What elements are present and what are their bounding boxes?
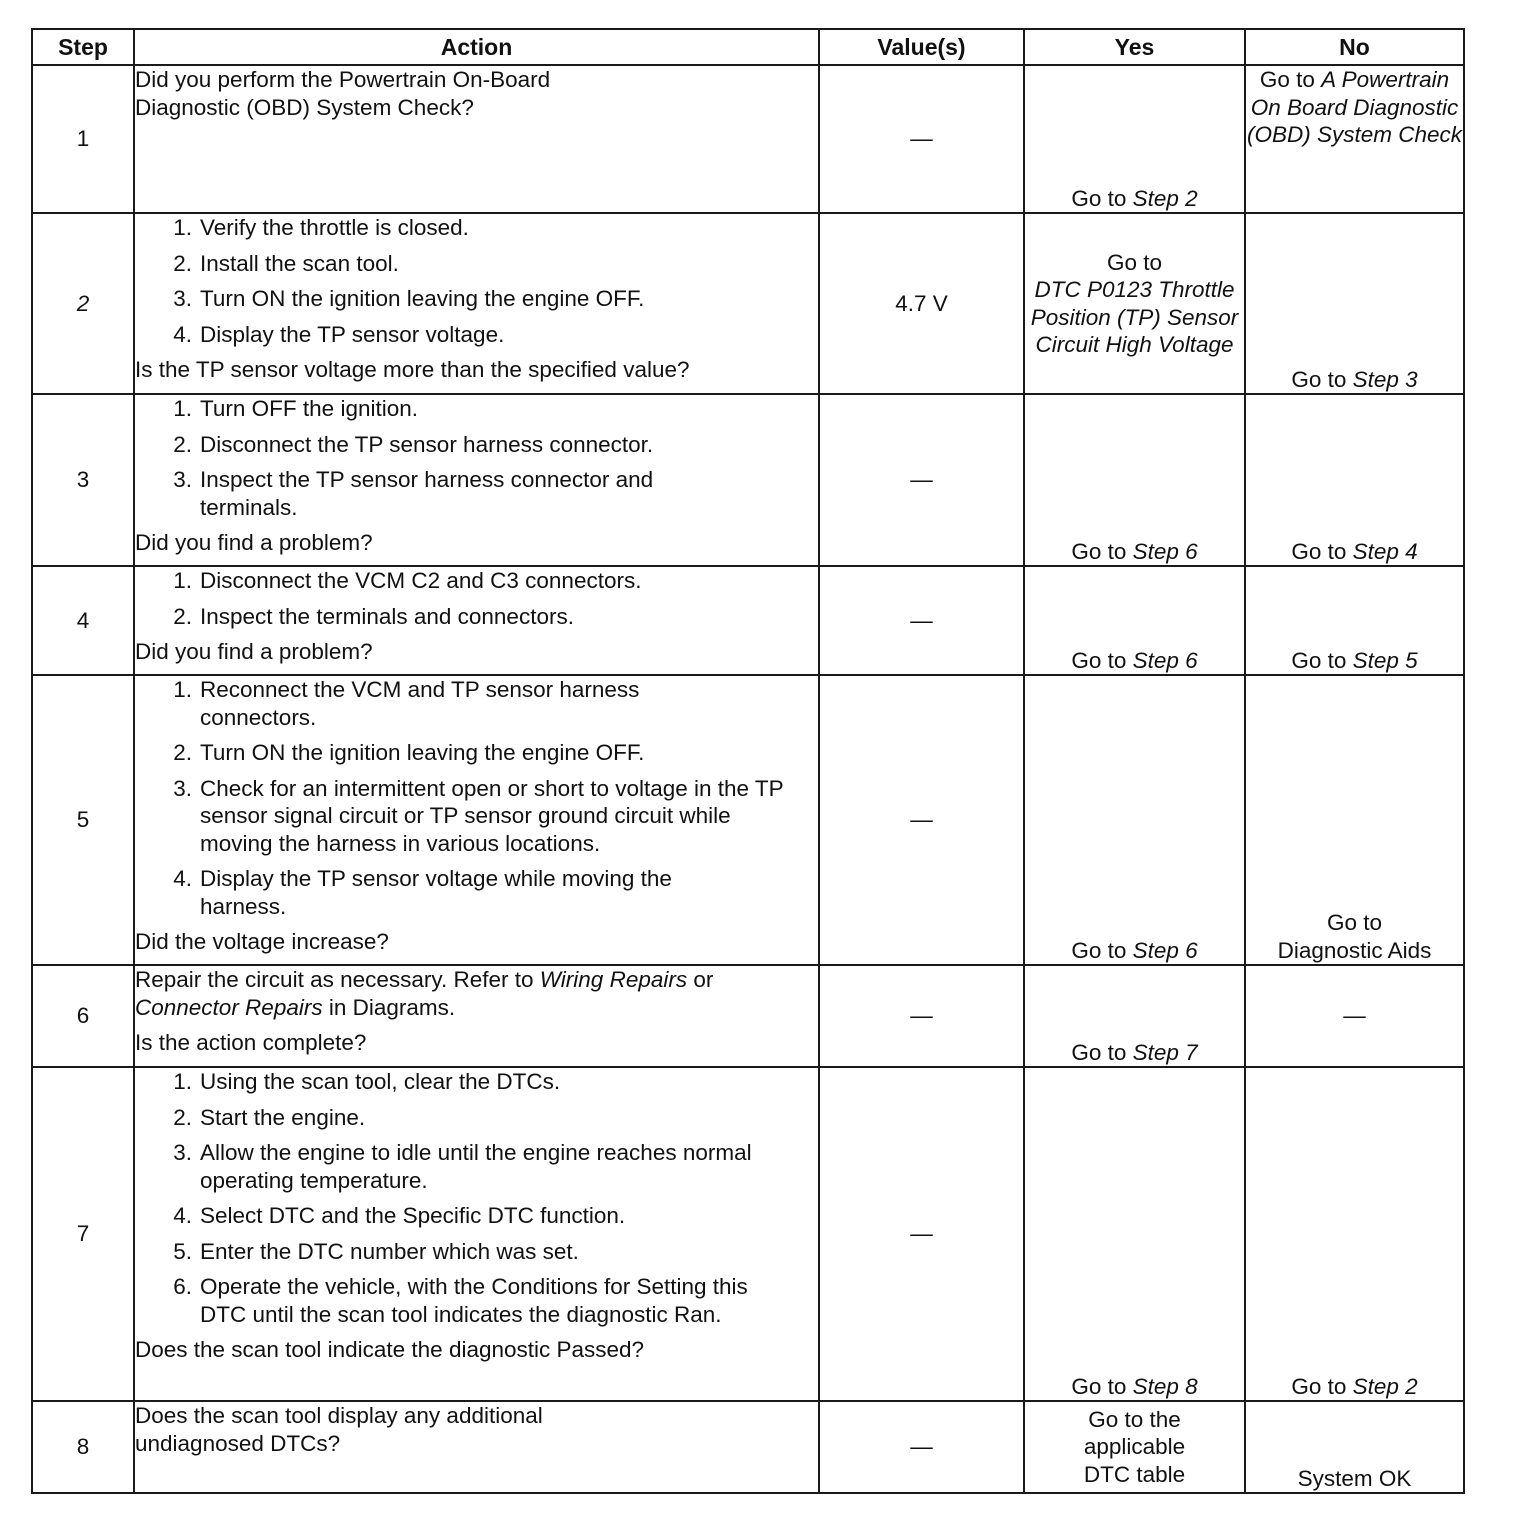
list-item: 3. Check for an intermittent open or short to voltage in the TP sensor signal circuit or TP sensor ground circuit while moving the harness in various locations.	[173, 775, 784, 856]
action-cell	[134, 65, 819, 213]
list-item: 2. Install the scan tool.	[173, 250, 399, 276]
list-item: 2. Disconnect the TP sensor harness connector.	[173, 431, 654, 457]
table-row	[32, 1401, 1464, 1493]
list-item: 1. Using the scan tool, clear the DTCs.	[173, 1069, 561, 1094]
yes-prefix: Go to	[1071, 538, 1127, 564]
action-question: Is the action complete?	[135, 1030, 367, 1055]
value-cell: —	[819, 65, 1024, 213]
value-cell: —	[819, 566, 1024, 675]
yes-prefix: Go to	[1071, 1373, 1127, 1399]
yes-cell[interactable]	[1024, 965, 1245, 1067]
connector-repairs-link[interactable]: Connector Repairs	[135, 994, 323, 1020]
no-link[interactable]: Step 2	[1352, 1373, 1418, 1399]
table-row	[32, 675, 1464, 965]
no-cell[interactable]	[1245, 566, 1464, 675]
header-values: Value(s)	[819, 29, 1024, 65]
action-question: Did the voltage increase?	[135, 929, 389, 954]
table-row	[32, 1067, 1464, 1401]
list-item: 4. Select DTC and the Specific DTC function.	[173, 1203, 626, 1228]
action-question: Did you find a problem?	[135, 530, 373, 555]
step-number: 3	[32, 394, 134, 566]
yes-link[interactable]: Step 6	[1132, 937, 1198, 963]
action-steps	[135, 395, 818, 521]
action-cell	[134, 1067, 819, 1401]
list-item: 3. Inspect the TP sensor harness connector and terminals.	[173, 467, 654, 520]
yes-cell[interactable]	[1024, 1067, 1245, 1401]
step-number: 1	[32, 65, 134, 213]
repair-instruction: Repair the circuit as necessary. Refer to Wiring Repairs or Connector Repairs in Diagrams.	[135, 967, 714, 1020]
no-link[interactable]: Step 5	[1352, 647, 1418, 673]
step-number: 5	[32, 675, 134, 965]
yes-cell[interactable]	[1024, 675, 1245, 965]
action-question: Does the scan tool indicate the diagnostic Passed?	[135, 1337, 645, 1362]
list-item: 1. Turn OFF the ignition.	[173, 396, 419, 421]
diagnostic-table-page	[31, 28, 1463, 1494]
action-intro: Does the scan tool display any additional undiagnosed DTCs?	[135, 1403, 543, 1456]
value-cell: —	[819, 675, 1024, 965]
yes-prefix: Go to	[1071, 185, 1127, 211]
yes-cell[interactable]	[1024, 394, 1245, 566]
header-row	[32, 29, 1464, 65]
yes-prefix: Go to	[1071, 647, 1127, 673]
yes-link[interactable]: Step 6	[1132, 647, 1198, 673]
action-cell	[134, 1401, 819, 1493]
yes-link[interactable]: Step 8	[1132, 1373, 1198, 1399]
diagnostic-table	[31, 28, 1465, 1494]
no-cell[interactable]	[1245, 1067, 1464, 1401]
step-number: 4	[32, 566, 134, 675]
list-item: 2. Start the engine.	[173, 1104, 366, 1130]
action-steps	[135, 1068, 818, 1328]
yes-cell[interactable]	[1024, 566, 1245, 675]
no-cell: —	[1245, 965, 1464, 1067]
list-item: 4. Display the TP sensor voltage.	[173, 321, 505, 347]
step-number: 2	[32, 213, 134, 394]
action-cell	[134, 965, 819, 1067]
no-prefix: Go to	[1291, 538, 1347, 564]
value-cell: —	[819, 1401, 1024, 1493]
yes-prefix: Go to	[1071, 937, 1127, 963]
no-prefix: Go to	[1326, 910, 1383, 935]
value-cell: —	[819, 965, 1024, 1067]
step-number: 7	[32, 1067, 134, 1401]
list-item: 4. Display the TP sensor voltage while moving the harness.	[173, 866, 672, 919]
yes-cell[interactable]	[1024, 65, 1245, 213]
table-row	[32, 394, 1464, 566]
no-cell[interactable]	[1245, 675, 1464, 965]
action-cell	[134, 213, 819, 394]
yes-link[interactable]: Step 7	[1132, 1039, 1198, 1065]
table-row	[32, 65, 1464, 213]
action-question: Is the TP sensor voltage more than the specified value?	[135, 357, 690, 382]
action-question: Did you find a problem?	[135, 639, 373, 664]
action-cell	[134, 675, 819, 965]
yes-link[interactable]: DTC P0123 Throttle Position (TP) Sensor Circuit High Voltage	[1030, 277, 1239, 357]
list-item: 5. Enter the DTC number which was set.	[173, 1238, 579, 1264]
no-prefix: Go to	[1291, 647, 1347, 673]
list-item: 2. Turn ON the ignition leaving the engine OFF.	[173, 740, 645, 765]
yes-prefix: Go to	[1106, 249, 1163, 275]
list-item: 1. Disconnect the VCM C2 and C3 connectors.	[173, 568, 642, 593]
header-yes: Yes	[1024, 29, 1245, 65]
value-cell: —	[819, 1067, 1024, 1401]
list-item: 3. Turn ON the ignition leaving the engine OFF.	[173, 286, 645, 311]
no-link[interactable]: Step 3	[1352, 366, 1418, 392]
value-cell: 4.7 V	[819, 213, 1024, 394]
step-number: 6	[32, 965, 134, 1067]
table-row	[32, 566, 1464, 675]
list-item: 1. Verify the throttle is closed.	[173, 215, 469, 240]
no-prefix: Go to	[1291, 366, 1347, 392]
yes-cell[interactable]	[1024, 213, 1245, 394]
no-link[interactable]: Diagnostic Aids	[1277, 937, 1432, 963]
list-item: 6. Operate the vehicle, with the Conditions for Setting this DTC until the scan tool indicates the diagnostic Ran.	[173, 1274, 748, 1327]
wiring-repairs-link[interactable]: Wiring Repairs	[539, 967, 688, 992]
table-row	[32, 213, 1464, 394]
yes-prefix: Go to	[1071, 1039, 1127, 1065]
yes-link[interactable]: Step 6	[1132, 538, 1198, 564]
yes-cell[interactable]: Go to the applicable DTC table	[1024, 1401, 1245, 1493]
list-item: 2. Inspect the terminals and connectors.	[173, 603, 574, 629]
no-link[interactable]: A Powertrain On Board Diagnostic (OBD) System Check	[1246, 67, 1463, 147]
action-steps	[135, 567, 818, 630]
header-step: Step	[32, 29, 134, 65]
action-steps	[135, 676, 818, 920]
table-row	[32, 965, 1464, 1067]
yes-link[interactable]: Step 2	[1132, 185, 1198, 211]
header-no: No	[1245, 29, 1464, 65]
no-link[interactable]: Step 4	[1352, 538, 1418, 564]
action-intro: Did you perform the Powertrain On-Board Diagnostic (OBD) System Check?	[135, 67, 551, 120]
no-cell: System OK	[1245, 1401, 1464, 1493]
no-cell[interactable]	[1245, 213, 1464, 394]
no-cell[interactable]	[1245, 65, 1464, 213]
no-prefix: Go to	[1291, 1373, 1347, 1399]
step-number: 8	[32, 1401, 134, 1493]
no-prefix: Go to	[1259, 67, 1315, 92]
action-steps	[135, 214, 818, 348]
list-item: 3. Allow the engine to idle until the engine reaches normal operating temperature.	[173, 1140, 752, 1193]
list-item: 1. Reconnect the VCM and TP sensor harness connectors.	[173, 677, 640, 730]
action-cell	[134, 566, 819, 675]
no-cell[interactable]	[1245, 394, 1464, 566]
action-cell	[134, 394, 819, 566]
header-action: Action	[134, 29, 819, 65]
value-cell: —	[819, 394, 1024, 566]
